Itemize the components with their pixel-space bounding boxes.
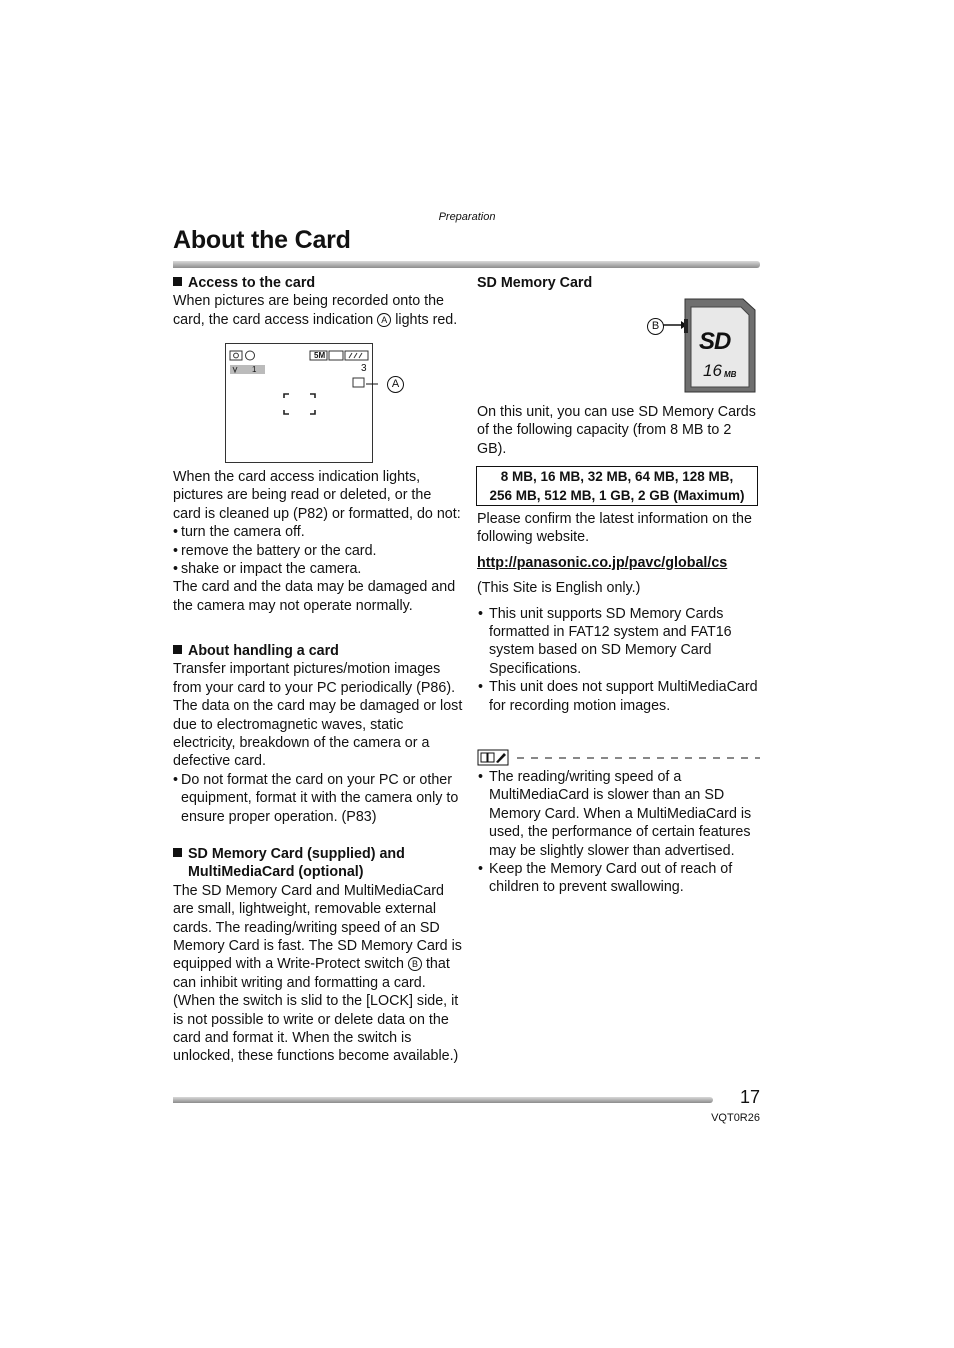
list-item: • turn the camera off. [173,523,463,541]
damage-warning: The card and the data may be damaged and the camera may not operate normally. [173,579,456,614]
support-link[interactable]: http://panasonic.co.jp/pavc/global/cs [477,554,728,571]
handling-section [173,642,463,826]
card-unit: MB [724,370,737,379]
marker-a: A [377,313,391,327]
capacity-intro: On this unit, you can use SD Memory Cards of the following capacity (from 8 MB to 2 GB). [477,404,756,457]
callout-a: A [387,376,404,393]
camera-screen-illustration [225,343,400,463]
sd-mmc-heading-2: MultiMediaCard (optional) [188,864,364,881]
lights-text: When the card access indication lights, pictures are being read or deleted, or the card is cleaned up (P82) or formatted, do not: [173,469,461,522]
sd-heading-block [477,274,760,292]
section-label: Preparation [438,211,496,223]
english-only-note: (This Site is English only.) [477,580,641,597]
notes-block [477,768,760,897]
access-heading: Access to the card [173,274,463,292]
list-item: • shake or impact the camera. [173,560,463,578]
document-code: VQT0R26 [711,1112,760,1124]
capacity-line-2: 256 MB, 512 MB, 1 GB, 2 GB (Maximum) [489,487,745,503]
confirm-text: Please confirm the latest information on the following website. [477,511,752,546]
access-section [173,274,463,329]
note-bar [477,749,760,767]
remaining-count: 3 [361,363,367,374]
list-item: • The reading/writing speed of a MultiMediaCard is slower than an SD Memory Card. When a MultiMediaCard is used, the performance of certain features may be slightly slower than advertised. [477,768,760,860]
note-icon [477,749,760,767]
sd-logo: SD [699,328,731,355]
sd-mmc-heading: SD Memory Card (supplied) and [173,845,463,863]
picture-size-label: 5M [314,351,326,360]
marker-b: B [408,957,422,971]
capacity-box [476,466,758,506]
access-details [173,468,463,615]
sd-heading: SD Memory Card [477,275,593,291]
callout-b: B [647,318,664,335]
page-title: About the Card [173,226,351,254]
access-intro: When pictures are being recorded onto the card, the card access indication A lights red. [173,293,458,328]
capacity-intro-block [477,403,760,458]
list-item: • This unit supports SD Memory Cards formatted in FAT12 system and FAT16 system based on SD Memory Card Specifications. [477,605,760,679]
sd-mmc-section [173,845,463,1066]
list-item: • Keep the Memory Card out of reach of children to prevent swallowing. [477,860,760,897]
handling-heading: About handling a card [173,642,463,660]
list-item: • Do not format the card on your PC or other equipment, format it with the camera only to ensure proper operation. (P83) [173,771,463,826]
sd-mmc-text: The SD Memory Card and MultiMediaCard are small, lightweight, removable external cards. The reading/writing speed of an SD Memory Card is fast. The SD Memory Card is equipped with a Write-Protect switch B that can inhibit writing and formatting a card. (When the switch is slid to the [LOCK] side, it is not possible to write or delete data on the card and format it. When the switch is unlocked, these functions become available.) [173,882,462,1065]
footer-rule [173,1097,713,1103]
list-item: • This unit does not support MultiMediaCard for recording motion images. [477,678,760,715]
handling-text: Transfer important pictures/motion images from your card to your PC periodically (P86). The data on the card may be damaged or lost due to electromagnetic waves, static electricity, breakdown of the camera or a defective card. [173,661,463,770]
screen-icons [226,344,372,462]
list-item: • remove the battery or the card. [173,542,463,560]
title-rule [173,261,760,268]
flash-value: 1 [252,365,257,374]
website-block [477,510,760,715]
capacity-line-1: 8 MB, 16 MB, 32 MB, 64 MB, 128 MB, [500,469,734,484]
card-capacity: 16 [703,361,722,380]
page-number: 17 [739,1087,760,1107]
sd-card-illustration [645,297,760,397]
